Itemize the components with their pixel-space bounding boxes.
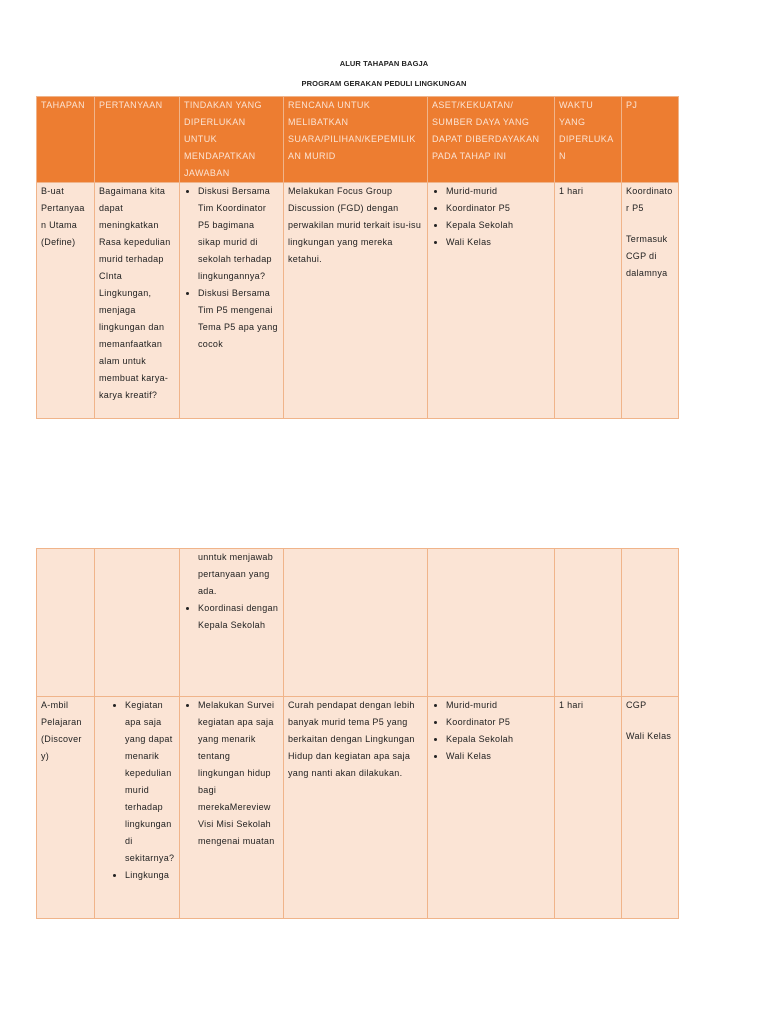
cell-tindakan [180, 549, 284, 697]
list-item-continued: unntuk menjawab pertanyaan yang ada. [198, 552, 274, 596]
bagja-table-page-1 [36, 96, 679, 419]
pj-secondary: Wali Kelas [626, 731, 672, 741]
table-row [37, 697, 679, 919]
bagja-table-page-2 [36, 548, 679, 919]
cell-pj [622, 697, 679, 919]
list-item: Murid-murid [446, 183, 550, 200]
list-item: Diskusi Bersama Tim P5 mengenai Tema P5 apa yang cocok [198, 285, 279, 353]
list-item: Murid-murid [446, 697, 550, 714]
list-item: Kepala Sekolah [446, 217, 550, 234]
cell-tahapan [37, 549, 95, 697]
pj-primary: Koordinator P5 [626, 186, 673, 213]
cell-pertanyaan [95, 697, 180, 919]
header-tahapan: TAHAPAN [37, 97, 95, 183]
cell-tindakan [180, 183, 284, 419]
table-row [37, 549, 679, 697]
header-rencana: RENCANA UNTUK MELIBATKAN SUARA/PILIHAN/KEPEMILIK AN MURID [284, 97, 428, 183]
table-header-row [37, 97, 679, 183]
list-item: Koordinasi dengan Kepala Sekolah [198, 600, 279, 634]
list-item: Wali Kelas [446, 234, 550, 251]
document-title: ALUR TAHAPAN BAGJA [339, 59, 429, 68]
cell-pertanyaan: Bagaimana kita dapat meningkatkan Rasa kepedulian murid terhadap CInta Lingkungan, menjaga lingkungan dan memanfaatkan alam untuk membuat karya-karya kreatif? [95, 183, 180, 419]
pj-primary: CGP [626, 700, 647, 710]
cell-aset [428, 697, 555, 919]
pj-secondary: Termasuk CGP di dalamnya [626, 234, 668, 278]
header-waktu: WAKTU YANG DIPERLUKA N [555, 97, 622, 183]
list-item: Koordinator P5 [446, 714, 550, 731]
list-item: Kegiatan apa saja yang dapat menarik kepedulian murid terhadap lingkungan di sekitarnya? [125, 697, 175, 867]
list-item: Koordinator P5 [446, 200, 550, 217]
cell-rencana: Melakukan Focus Group Discussion (FGD) dengan perwakilan murid terkait isu-isu lingkungan yang mereka ketahui. [284, 183, 428, 419]
header-pj: PJ [622, 97, 679, 183]
list-item: Wali Kelas [446, 748, 550, 765]
document-subtitle: PROGRAM GERAKAN PEDULI LINGKUNGAN [301, 79, 467, 88]
list-item: Melakukan Survei kegiatan apa saja yang menarik tentang lingkungan hidup bagi merekaMereview Visi Misi Sekolah mengenai muatan [198, 697, 279, 850]
header-aset: ASET/KEKUATAN/ SUMBER DAYA YANG DAPAT DIBERDAYAKAN PADA TAHAP INI [428, 97, 555, 183]
cell-aset [428, 183, 555, 419]
cell-pertanyaan [95, 549, 180, 697]
list-item: Lingkunga [125, 867, 175, 884]
list-item: Diskusi Bersama Tim Koordinator P5 bagimana sikap murid di sekolah terhadap lingkungannya? [198, 183, 279, 285]
cell-rencana: Curah pendapat dengan lebih banyak murid tema P5 yang berkaitan dengan Lingkungan Hidup dan kegiatan apa saja yang nanti akan dilakukan. [284, 697, 428, 919]
cell-tindakan [180, 697, 284, 919]
table-row [37, 183, 679, 419]
cell-tahapan: B-uat Pertanyaa n Utama (Define) [37, 183, 95, 419]
cell-aset [428, 549, 555, 697]
list-item: Kepala Sekolah [446, 731, 550, 748]
cell-pj [622, 549, 679, 697]
header-pertanyaan: PERTANYAAN [95, 97, 180, 183]
cell-rencana [284, 549, 428, 697]
header-tindakan: TINDAKAN YANG DIPERLUKAN UNTUK MENDAPATKAN JAWABAN [180, 97, 284, 183]
cell-waktu: 1 hari [555, 183, 622, 419]
cell-waktu [555, 549, 622, 697]
cell-pj [622, 183, 679, 419]
cell-waktu: 1 hari [555, 697, 622, 919]
cell-tahapan: A-mbil Pelajaran (Discover y) [37, 697, 95, 919]
